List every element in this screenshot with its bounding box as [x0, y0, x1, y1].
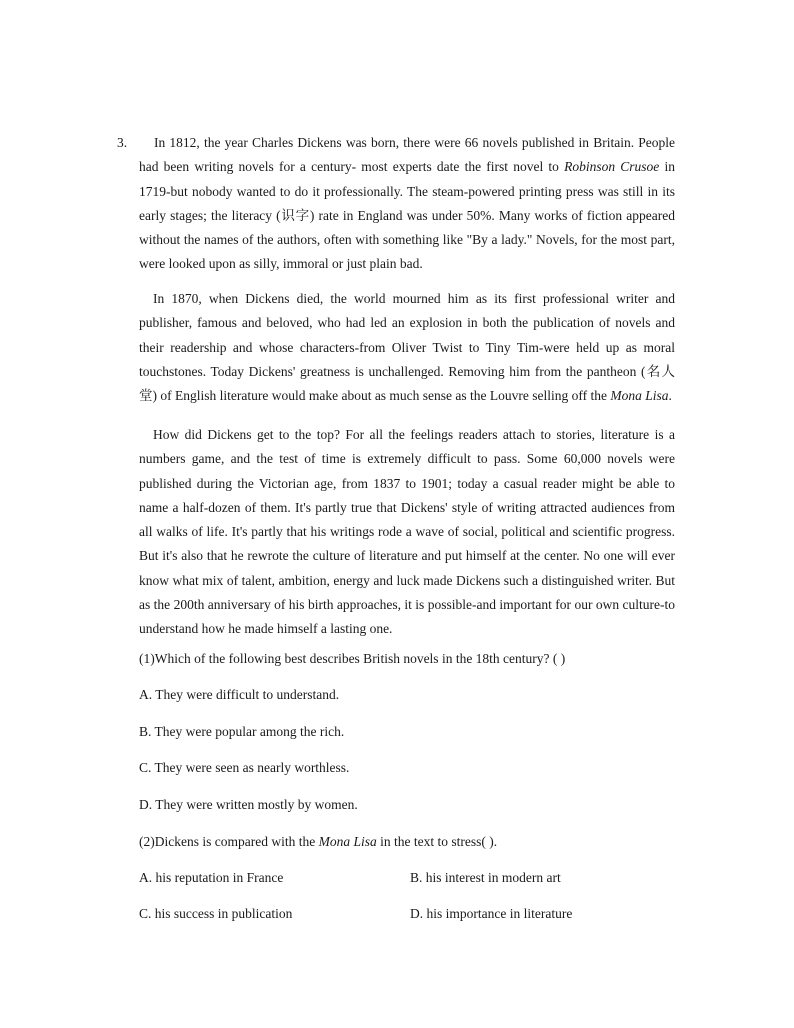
passage-paragraph-3: How did Dickens get to the top? For all the feelings readers attach to stories, literature is a numbers game, and the test of time is extremely difficult to pass. Some 60,000 novels were published during the Victorian age, from 1837 to 1901; today a casual reader might be able to name a half-dozen of them. It's partly true that Dickens' style of writing attracted audiences from all walks of life. It's partly that his writings rode a wave of social, political and scientific progress. But it's also that he rewrote the culture of literature and put himself at the center. No one will ever know what mix of talent, ambition, energy and luck made Dickens such a distinguished writer. But as the 200th anniversary of his birth approaches, it is possible-and important for our own culture-to understand how he made himself a lasting one. [139, 427, 675, 637]
subquestion-2-option-c[interactable]: C. his success in publication [139, 906, 293, 921]
subquestion-2-stem [139, 832, 497, 852]
sub2-stem-b: in the text to stress( ). [376, 834, 498, 849]
subquestion-1-option-d[interactable]: D. They were written mostly by women. [139, 797, 358, 812]
subquestion-2-option-a[interactable]: A. his reputation in France [139, 870, 284, 885]
passage-paragraph-1 [139, 131, 675, 277]
sub2-stem-a: (2)Dickens is compared with the [139, 834, 319, 849]
subquestion-1-stem: (1)Which of the following best describes British novels in the 18th century? ( ) [139, 651, 566, 666]
subquestion-2-option-d[interactable]: D. his importance in literature [410, 906, 573, 921]
question-number: 3. [117, 135, 128, 150]
p2-text-b: . [668, 388, 672, 404]
subquestion-2-option-b[interactable]: B. his interest in modern art [410, 870, 561, 885]
p1-text-b: in 1719-but nobody wanted to do it professionally. The steam-powered printing press was still in its early stages; the literacy (识字) rate in England was under 50%. Many works of fiction appeared without the names of the authors, often with something like "By a lady." Novels, for the most part, were looked upon as silly, immoral or just plain bad. [139, 159, 675, 272]
subquestion-1-option-c[interactable]: C. They were seen as nearly worthless. [139, 760, 350, 775]
p1-text-a: In 1812, the year Charles Dickens was born, there were 66 novels published in Britain. People had been writing novels for a century- most experts date the first novel to [139, 135, 675, 175]
subquestion-1-option-b[interactable]: B. They were popular among the rich. [139, 724, 345, 739]
book-title-robinson-crusoe: Robinson Crusoe [564, 159, 660, 175]
sub2-stem-title: Mona Lisa [318, 834, 377, 849]
artwork-title-mona-lisa: Mona Lisa [610, 388, 669, 404]
passage-paragraph-2 [139, 287, 675, 408]
subquestion-1-option-a[interactable]: A. They were difficult to understand. [139, 687, 340, 702]
p2-text-a: In 1870, when Dickens died, the world mourned him as its first professional writer and publisher, famous and beloved, who had led an explosion in both the publication of novels and their readership and whose characters-from Oliver Twist to Tiny Tim-were held up as moral touchstones. Today Dickens' greatness is unchallenged. Removing him from the pantheon (名人堂) of English literature would make about as much sense as the Louvre selling off the [139, 291, 675, 404]
